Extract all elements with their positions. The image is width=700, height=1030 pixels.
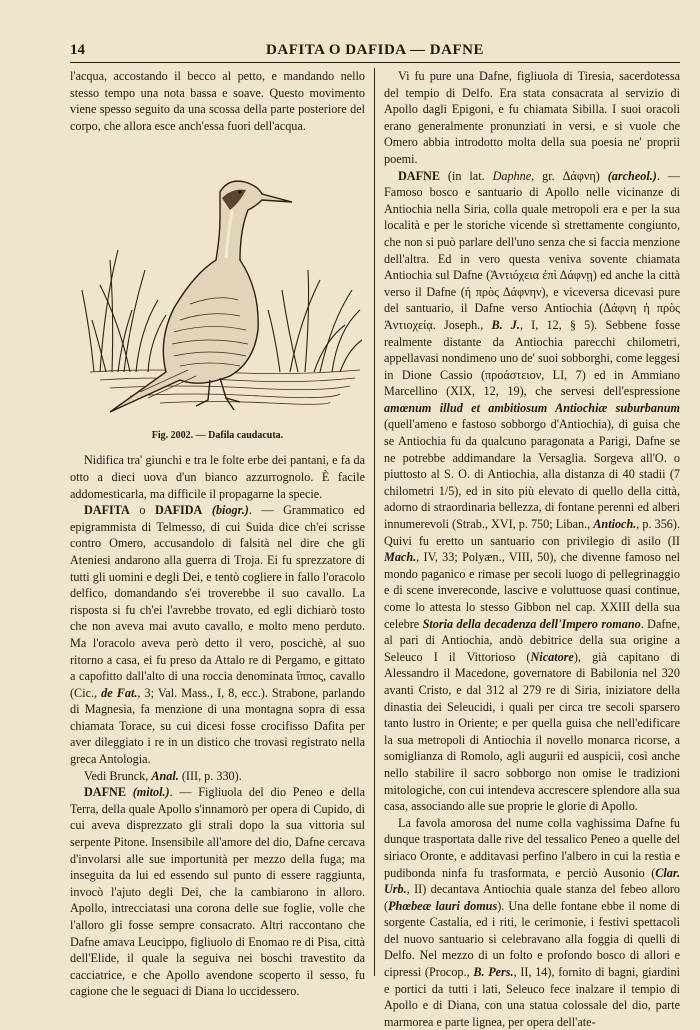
paragraph-nidifica: Nidifica tra' giunchi e tra le folte erbe dei pantani, e fa da otto a dieci uova d'un bianco azzurrognolo. È facile addomesticarla, ma difficile il propagarne la specie. — [70, 453, 365, 501]
archeol-t8: . Dafne, al pari di Antiochia, andò debitrice della sua origine a Seleuco I il Vittorioso ( — [384, 616, 680, 664]
figure — [70, 140, 365, 448]
ref-mach: Mach. — [384, 550, 417, 565]
archeol-t3: . — Famoso bosco e santuario di Apollo nelle vicinanze di Antiochia nella Siria, colla quale metropoli era e per la sua località e per le storiche vicende sì strettamente congiunto, che non si può parlare dell'uno senza che si faccia menzione dell'altra. Ed in vero questa veniva sovente chiamata Antiochia sul Dafne (Ἀντιόχεια ἐπὶ Δάφνῃ) ed anche la città verso il Dafne (ἡ πρὸς Δάφνην), e viceversa dicevasi pure del santuario, il Dafne verso Antiochia (Δάφνη ἡ πρὸς Ἀντιοχείᾳ. Joseph., — [384, 168, 680, 332]
column-divider — [374, 68, 375, 976]
ref-anal: Anal. — [151, 768, 179, 783]
favola-t1: La favola amorosa del nume colla vaghissima Dafne fu dunque trasportata dalle rive del tessalico Peneo a quelle del siriaco Oronte, e additavasi perfino l'albero in cui la restìa e pudibonda ninfa fu trasformata, e perciò Ausonio ( — [384, 815, 680, 880]
ref-phoebeae: Phœbeæ lauri domus — [388, 898, 498, 913]
headword-dafita: DAFITA — [84, 503, 130, 518]
paragraph-dafne-tiresia: Vi fu pure una Dafne, figliuola di Tiresia, sacerdotessa del tempio di Delfo. Era stata consacrata al servizio di Apollo dagli Epigoni, e fu chiamata Sibilla. I suoi oracoli erano generalmente pronunziati in versi, e si vuole che Omero abbia introdotto molta della sua poesia ne' proprii poemi. — [384, 69, 680, 166]
paragraph-duck-end: l'acqua, accostando il becco al petto, e mandando nello stesso tempo una nota bassa e soave. Questo movimento viene spesso seguito da una scossa della parte posteriore del corpo, che allora esce anch'essa fuori dell'acqua. — [70, 69, 365, 133]
header-rule — [70, 62, 680, 63]
latin-daphne: Daphne — [492, 168, 532, 183]
figure-caption: Fig. 2002. — Dafila caudacuta. — [151, 430, 284, 442]
favola-t4: , II, 14), fornito di bagni, giardini e portici da tutti i lati, Seleuco fece inalzare il tempio di Apollo e di Diana, con una statua colossale del dio, parte marmorea e parte lignea, per opera dell'ate- — [384, 965, 680, 1029]
conj-o: o — [129, 503, 155, 518]
ref-b-pers: B. Pers. — [473, 965, 514, 980]
tag-biogr: (biogr.) — [211, 503, 249, 518]
tag-archeol: (archeol.) — [607, 168, 657, 183]
quote-amoenum: amœnum illud et ambitiosum Antiochiæ suburbanum — [384, 400, 680, 415]
entry-dafita-text1: . — Grammatico ed epigrammista di Telmesso, di cui Suida dice ch'ei scrisse contro Omero, accusandolo di falsità nel dire che gli Ateniesi andarono alla guerra di Troja. Ei fu sprezzatore di tutti gli uomini e degli Dei, e tentò cogliere in fallo l'oracolo delfico, domandando s'ei troverebbe il suo cavallo. La risposta si fu ch'ei l'avrebbe trovato, ed egli dichiarò tosto che non aveva mai avuto cavallo, e molto meno perduto. Ma l'oracolo aveva però detto il vero, poscichè, al suo ritorno a casa, ei fu preso da Attalo re di Pergamo, e gittato a capofitto dall'alto di una roccia denominata ἵππος, cavallo (Cic., — [70, 503, 366, 700]
archeol-t7: , IV, 33; Polyæn., VIII, 50), che divenne famoso nel mondo paganico e rimase per secoli luogo di pellegrinaggio e di scene invereconde, lascive e voluttuose quasi continue, come lo attesta lo stesso Gibbon nel cap. XXIII della sua celebre — [384, 550, 680, 631]
archeol-t5: (quell'ameno e fastoso sobborgo d'Antiochia), di guisa che se Antiochia fu da qualcuno paragonata a Parigi, Dafne se ne potrebbe addimandare la Versaglia. Sorgeva all'O. o piuttosto al S. O. di Antiochia, alla distanza di 40 stadii (7 chilometri 1/5), ed in sito più elevato di quello della città, adorno di straordinaria bellezza, di fontane perenni ed alberi innumerevoli (Strab., XVI, p. 750; Liban., — [384, 417, 680, 532]
ref-nicatore: Nicatore — [530, 649, 574, 664]
right-column — [384, 68, 680, 1030]
paragraph-favola — [384, 815, 680, 1030]
entry-vedi — [70, 768, 365, 785]
archeol-t4: , I, 12, § 5). Sebbene fosse realmente distante da Antiochia parecchi chilometri, appellavasi nondimeno uno de' suoi sobborghi, come leggesi in Dione Cassio (προάστειον, LI, 7) ed in Ammiano Marcellino (XIX, 12, 19), che servesi dell'espressione — [384, 317, 681, 399]
archeol-t1: (in lat. — [439, 168, 493, 183]
headword-dafne-archeol: DAFNE — [398, 168, 440, 183]
archeol-t9: ), già capitano di Alessandro il Macedone, governatore di Babilonia nel 320 avanti Cristo, e dal 312 al 279 re di Siria, iniziatore della dinastia dei Seleucidi, i quali per circa tre secoli sparsero tanto lustro in Oriente; e per quella guisa che nell'edificare la sua metropoli di Antiochia il novello monarca ricorse, a somiglianza di Romolo, agli augurii ed auspicii, così anche nello stabilire il sacro sobborgo non omise le tradizioni mitologiche, con cui intendeva accrescere splendore alla sua casa, associando alle sue proprie le glorie di Apollo. — [384, 649, 680, 814]
ref-antioch: Antioch. — [593, 517, 637, 532]
entry-dafne-archeol — [384, 168, 680, 815]
ref-de-fat: de Fat. — [101, 685, 138, 700]
ref-clar-urb: Clar. Urb. — [384, 865, 680, 897]
favola-t3: ). Una delle fontane ebbe il nome di sorgente Castalia, ed i riti, le cerimonie, i festivi spettacoli del nuovo santuario si celebravano alla foggia di quelli di Delfo. Nel mezzo di un folto e profondo bosco di allori e cipressi (Procop., — [384, 898, 680, 980]
archeol-t2: , gr. Δάφνη) — [531, 168, 608, 183]
ref-storia: Storia della decadenza dell'Impero romano — [422, 616, 641, 631]
archeol-t6: , p. 356). Quivi fu eretto un santuario con privilegio di asilo (II — [384, 517, 680, 548]
entry-dafita-text2: , 3; Val. Mass., I, 8, ecc.). Strabone, parlando di Magnesia, fa menzione di una montagna sopra di essa chiamata Torace, su cui dicesi fosse crocifisso Dafita per aver dileggiato i re in un distico che trovasi registrato nella greca Antologia. — [70, 685, 365, 767]
favola-t2: , II) decantava Antiochia quale stanza del febeo alloro ( — [384, 882, 680, 913]
duck-illustration-icon — [70, 140, 365, 426]
page-number: 14 — [70, 42, 85, 58]
entry-dafne-mitol — [70, 784, 365, 1000]
page-header — [70, 42, 680, 62]
ref-bj: B. J. — [491, 317, 520, 332]
entry-dafita — [70, 502, 365, 768]
vedi-text1: Vedi Brunck, — [84, 768, 152, 783]
tag-mitol: (mitol.) — [132, 785, 170, 800]
entry-dafne-text: . — Figliuola del dio Peneo e della Terra, della quale Apollo s'innamorò per opera di Cupido, di cui aveva disprezzato gli strali dopo la sua vittoria sul serpente Pitone. Insensibile all'amore del dio, Dafne cercava d'involarsi alle sue importunità per mezzo della fuga; ma inseguita da lui ed essendo sul punto di essere raggiunta, invocò l'ajuto degli Dei, che la cambiarono in alloro. Apollo, intrecciatasi una corona delle sue foglie, volle che l'alloro gli fosse sempre consacrato. Altri raccontano che Dafne amava Leucippo, figliuolo di Enomao re di Pisa, città dell'Elide, il quale la seguiva nei boschi travestito da cacciatrice, e che Apollo avendone scoperto il sesso, fu cagione che le seguaci di Diana lo uccidessero. — [70, 785, 366, 999]
vedi-text2: (III, p. 330). — [178, 768, 242, 783]
left-column — [70, 68, 365, 1000]
running-head: DAFITA O DAFIDA — DAFNE — [266, 42, 484, 58]
headword-dafne: DAFNE — [84, 785, 126, 800]
headword-dafida: DAFIDA — [154, 503, 203, 518]
